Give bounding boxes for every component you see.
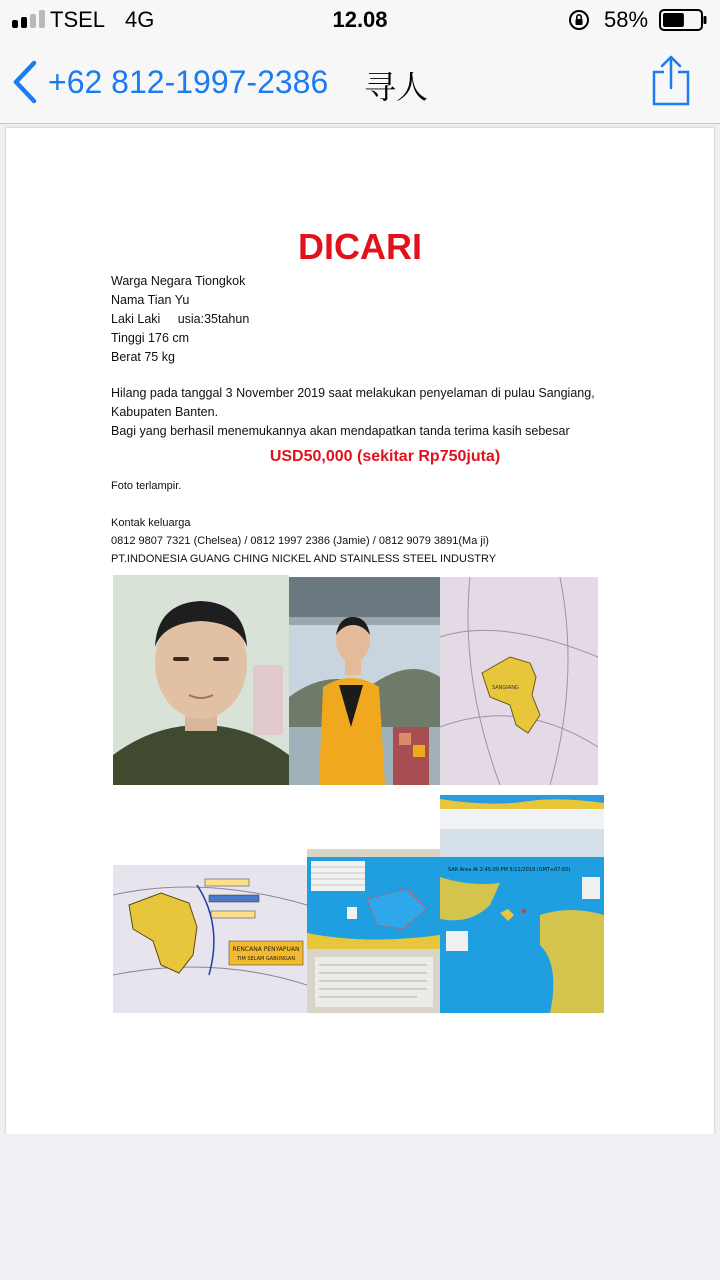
poster-heading: DICARI xyxy=(298,226,422,267)
nautical-chart-photo xyxy=(440,577,598,785)
back-button[interactable] xyxy=(10,54,328,110)
company-name: PT.INDONESIA GUANG CHING NICKEL AND STAINLESS STEEL INDUSTRY xyxy=(111,553,497,565)
contact-label: Kontak keluarga xyxy=(111,517,191,529)
chevron-left-icon xyxy=(10,59,40,105)
chat-name: 寻人 xyxy=(364,69,429,105)
detail-line: Tinggi 176 cm xyxy=(111,331,190,345)
missing-text-line: Bagi yang berhasil menemukannya akan mendapatkan tanda terima kasih sebesar xyxy=(111,424,570,438)
sar-area-label: SAR Area At 2:45:00 PM 5/11/2019 (GMT+07:00) xyxy=(448,867,571,873)
missing-text-line: Hilang pada tanggal 3 November 2019 saat melakukan penyelaman di pulau Sangiang, xyxy=(111,386,595,400)
clock: 12.08 xyxy=(332,7,388,32)
battery-icon xyxy=(659,9,707,31)
sar-area-map-photo xyxy=(440,795,604,1013)
search-plan-photo xyxy=(113,865,307,1013)
contact-numbers: 0812 9807 7321 (Chelsea) / 0812 1997 2386 (Jamie) / 0812 9079 3891(Ma ji) xyxy=(111,535,489,547)
island-label: SANGIANG xyxy=(492,685,519,691)
plan-subtitle: TIM SELAM GABUNGAN xyxy=(236,956,296,962)
reward-amount: USD50,000 (sekitar Rp750juta) xyxy=(269,448,501,465)
detail-line: Laki Laki usia:35tahun xyxy=(111,312,250,326)
share-icon[interactable] xyxy=(650,54,692,106)
carrier-name: TSEL xyxy=(50,7,106,32)
document-page[interactable] xyxy=(6,128,714,1134)
portrait-photo xyxy=(113,575,289,785)
navigation-bar xyxy=(0,40,720,124)
battery-percent: 58% xyxy=(604,7,649,32)
status-bar xyxy=(0,0,720,40)
boat-photo xyxy=(289,577,440,785)
missing-text-line: Kabupaten Banten. xyxy=(111,405,219,419)
viewer-background xyxy=(0,1134,720,1280)
photo-note: Foto terlampir. xyxy=(111,480,182,492)
detail-line: Nama Tian Yu xyxy=(111,293,190,307)
contact-title: +62 812-1997-2386 xyxy=(48,63,329,100)
plan-title: RENCANA PENYAPUAN xyxy=(232,946,300,953)
network-type: 4G xyxy=(125,7,155,32)
detail-line: Berat 75 kg xyxy=(111,350,175,364)
rotation-lock-icon xyxy=(568,9,590,31)
coordinates-map-photo xyxy=(307,849,440,1013)
detail-line: Warga Negara Tiongkok xyxy=(111,274,246,288)
